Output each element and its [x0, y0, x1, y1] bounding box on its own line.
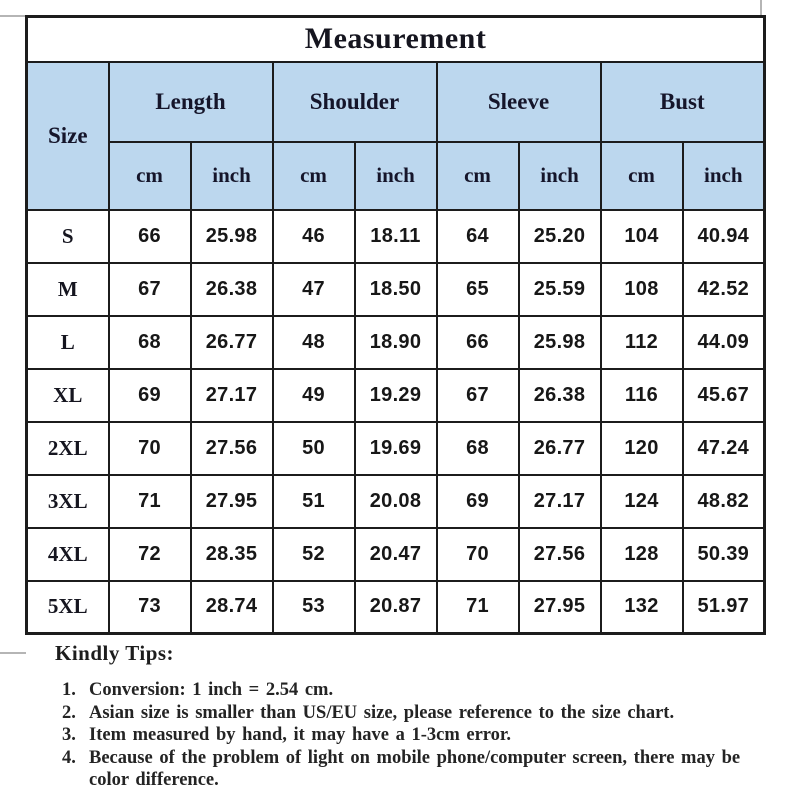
- table-row-5xl: [27, 581, 765, 634]
- value-cell: 19.69: [355, 422, 437, 475]
- value-cell: 26.77: [191, 316, 273, 369]
- value-cell: 25.59: [519, 263, 601, 316]
- value-cell: 45.67: [683, 369, 765, 422]
- value-cell: 42.52: [683, 263, 765, 316]
- tip-item: Asian size is smaller than US/EU size, please reference to the size chart.: [89, 702, 675, 723]
- value-cell: 112: [601, 316, 683, 369]
- size-cell: 5XL: [27, 581, 109, 634]
- table-row-xl: [27, 369, 765, 422]
- tip-item: Conversion: 1 inch = 2.54 cm.: [89, 680, 334, 700]
- value-cell: 124: [601, 475, 683, 528]
- value-cell: 20.08: [355, 475, 437, 528]
- value-cell: 51.97: [683, 581, 765, 634]
- table-row-3xl: [27, 475, 765, 528]
- unit-header-cell: inch: [191, 142, 273, 210]
- table-row-2xl: [27, 422, 765, 475]
- value-cell: 50: [273, 422, 355, 475]
- value-cell: 69: [109, 369, 191, 422]
- value-cell: 27.56: [191, 422, 273, 475]
- value-cell: 25.20: [519, 210, 601, 263]
- value-cell: 27.95: [519, 581, 601, 634]
- value-cell: 52: [273, 528, 355, 581]
- table-header-unit-row: [27, 142, 765, 210]
- value-cell: 19.29: [355, 369, 437, 422]
- value-cell: 26.38: [191, 263, 273, 316]
- value-cell: 44.09: [683, 316, 765, 369]
- value-cell: 65: [437, 263, 519, 316]
- value-cell: 27.95: [191, 475, 273, 528]
- unit-header-cell: inch: [355, 142, 437, 210]
- value-cell: 26.77: [519, 422, 601, 475]
- crop-artifact-line: [760, 0, 762, 16]
- size-cell: L: [27, 316, 109, 369]
- value-cell: 27.17: [191, 369, 273, 422]
- value-cell: 132: [601, 581, 683, 634]
- table-title-row: [27, 17, 765, 62]
- tips-heading: Kindly Tips:: [55, 641, 175, 665]
- size-column-header: Size: [27, 62, 109, 210]
- value-cell: 128: [601, 528, 683, 581]
- value-cell: 18.11: [355, 210, 437, 263]
- value-cell: 64: [437, 210, 519, 263]
- value-cell: 53: [273, 581, 355, 634]
- size-cell: 3XL: [27, 475, 109, 528]
- unit-header-cell: cm: [437, 142, 519, 210]
- value-cell: 104: [601, 210, 683, 263]
- value-cell: 47.24: [683, 422, 765, 475]
- unit-header-cell: inch: [519, 142, 601, 210]
- value-cell: 40.94: [683, 210, 765, 263]
- value-cell: 20.87: [355, 581, 437, 634]
- size-cell: XL: [27, 369, 109, 422]
- value-cell: 51: [273, 475, 355, 528]
- group-header-length: Length: [109, 62, 273, 142]
- value-cell: 116: [601, 369, 683, 422]
- measurement-table: [25, 15, 766, 635]
- value-cell: 49: [273, 369, 355, 422]
- table-header-group-row: [27, 62, 765, 142]
- value-cell: 27.56: [519, 528, 601, 581]
- value-cell: 71: [437, 581, 519, 634]
- group-header-sleeve: Sleeve: [437, 62, 601, 142]
- value-cell: 73: [109, 581, 191, 634]
- value-cell: 25.98: [191, 210, 273, 263]
- value-cell: 66: [109, 210, 191, 263]
- value-cell: 18.50: [355, 263, 437, 316]
- table-row-s: [27, 210, 765, 263]
- tip-item: Item measured by hand, it may have a 1-3cm error.: [89, 725, 512, 745]
- size-cell: 4XL: [27, 528, 109, 581]
- unit-header-cell: cm: [273, 142, 355, 210]
- value-cell: 47: [273, 263, 355, 316]
- value-cell: 70: [109, 422, 191, 475]
- value-cell: 50.39: [683, 528, 765, 581]
- value-cell: 67: [437, 369, 519, 422]
- value-cell: 25.98: [519, 316, 601, 369]
- size-cell: S: [27, 210, 109, 263]
- value-cell: 72: [109, 528, 191, 581]
- value-cell: 20.47: [355, 528, 437, 581]
- value-cell: 46: [273, 210, 355, 263]
- value-cell: 120: [601, 422, 683, 475]
- group-header-bust: Bust: [601, 62, 765, 142]
- crop-artifact-line: [0, 15, 26, 17]
- value-cell: 48: [273, 316, 355, 369]
- value-cell: 48.82: [683, 475, 765, 528]
- table-row-m: [27, 263, 765, 316]
- size-cell: 2XL: [27, 422, 109, 475]
- value-cell: 66: [437, 316, 519, 369]
- unit-header-cell: inch: [683, 142, 765, 210]
- crop-artifact-line: [0, 652, 26, 654]
- value-cell: 71: [109, 475, 191, 528]
- value-cell: 68: [437, 422, 519, 475]
- tip-item: Because of the problem of light on mobile phone/computer screen, there may be color difference.: [89, 747, 741, 790]
- table-title: Measurement: [27, 17, 765, 62]
- value-cell: 28.74: [191, 581, 273, 634]
- table-row-l: [27, 316, 765, 369]
- value-cell: 68: [109, 316, 191, 369]
- value-cell: 18.90: [355, 316, 437, 369]
- value-cell: 67: [109, 263, 191, 316]
- table-row-4xl: [27, 528, 765, 581]
- value-cell: 69: [437, 475, 519, 528]
- tips-list: [55, 679, 755, 792]
- value-cell: 28.35: [191, 528, 273, 581]
- unit-header-cell: cm: [601, 142, 683, 210]
- value-cell: 26.38: [519, 369, 601, 422]
- unit-header-cell: cm: [109, 142, 191, 210]
- value-cell: 108: [601, 263, 683, 316]
- value-cell: 70: [437, 528, 519, 581]
- kindly-tips-section: [55, 641, 755, 792]
- value-cell: 27.17: [519, 475, 601, 528]
- group-header-shoulder: Shoulder: [273, 62, 437, 142]
- size-cell: M: [27, 263, 109, 316]
